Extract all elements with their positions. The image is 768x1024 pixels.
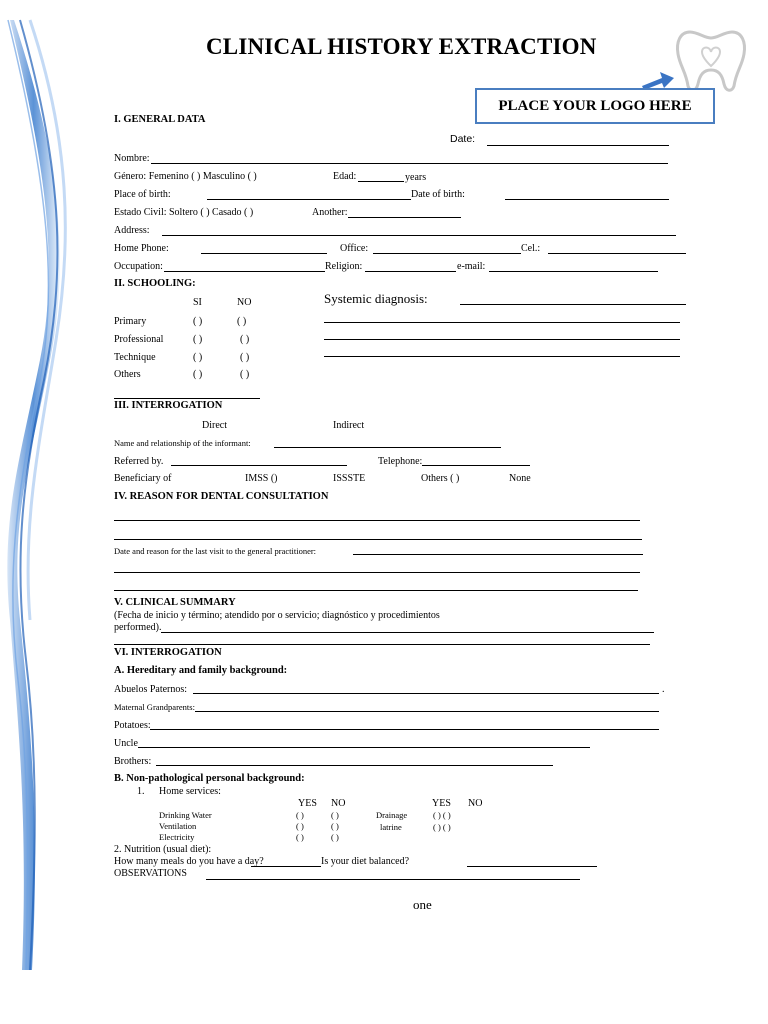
occupation-label: Occupation: [114,261,163,272]
drainage-checkboxes[interactable]: ( ) ( ) [433,810,451,820]
office-label: Office: [340,243,369,254]
section-schooling: II. SCHOOLING: [114,278,196,289]
last-visit-line[interactable] [114,590,638,591]
none-option[interactable]: None [509,473,531,484]
last-visit-line[interactable] [114,572,640,573]
years-label: years [405,172,427,183]
genero-label: Género: Femenino ( ) Masculino ( ) [114,171,257,182]
abuelos-label: Abuelos Paternos: [114,684,188,695]
referred-label: Referred by. [114,456,164,467]
civil-status-label: Estado Civil: Soltero ( ) Casado ( ) [114,207,254,218]
another-field[interactable] [348,217,461,218]
yes-header: YES [298,798,317,809]
section-interrogation: III. INTERROGATION [114,400,223,411]
nombre-label: Nombre: [114,153,150,164]
separator [114,398,260,399]
brothers-label: Brothers: [114,756,152,767]
clinical-summary-note-2: performed). [114,622,162,633]
no-header: NO [331,798,346,809]
systemic-diagnosis-line[interactable] [324,356,680,357]
clinical-summary-line[interactable] [114,644,650,645]
home-phone-label: Home Phone: [114,243,169,254]
tooth-icon [674,26,748,94]
imss-option[interactable]: IMSS () [245,473,278,484]
systemic-diagnosis-field[interactable] [460,304,686,305]
reason-line[interactable] [114,539,642,540]
schooling-si-checkbox[interactable]: ( ) [193,352,203,363]
cel-label: Cel.: [521,243,541,254]
religion-field[interactable] [365,271,456,272]
maternal-field[interactable] [195,711,659,712]
schooling-no-checkbox[interactable]: ( ) [240,369,250,380]
systemic-diagnosis-line[interactable] [324,322,680,323]
non-pathological-heading: B. Non-pathological personal background: [114,773,305,784]
schooling-label: Primary [114,316,147,327]
latrine-checkboxes[interactable]: ( ) ( ) [433,822,451,832]
beneficiary-label: Beneficiary of [114,473,172,484]
email-field[interactable] [489,271,658,272]
decorative-wave [0,0,80,1024]
systemic-diagnosis-label: Systemic diagnosis: [324,291,428,306]
service-label: Ventilation [159,821,197,831]
dob-label: Date of birth: [411,189,465,200]
date-label: Date: [450,133,476,145]
no-header: NO [468,798,483,809]
address-field[interactable] [162,235,676,236]
others-option[interactable]: Others ( ) [421,473,460,484]
schooling-label: Professional [114,334,164,345]
uncle-label: Uncle [114,738,138,749]
telephone-label: Telephone: [378,456,423,467]
service-yes-checkbox[interactable]: ( ) [296,821,304,831]
service-no-checkbox[interactable]: ( ) [331,810,339,820]
office-field[interactable] [373,253,521,254]
informant-label: Name and relationship of the informant: [114,438,251,448]
drainage-label: Drainage [376,810,408,820]
direct-option[interactable]: Direct [202,420,227,431]
edad-field[interactable] [358,181,404,182]
section-reason: IV. REASON FOR DENTAL CONSULTATION [114,491,329,502]
section-general-data: I. GENERAL DATA [114,114,206,125]
schooling-no-checkbox[interactable]: ( ) [237,316,247,327]
telephone-field[interactable] [422,465,530,466]
schooling-label: Technique [114,352,156,363]
service-yes-checkbox[interactable]: ( ) [296,810,304,820]
latrine-label: latrine [380,822,402,832]
systemic-diagnosis-line[interactable] [324,339,680,340]
religion-label: Religion: [325,261,363,272]
logo-placeholder[interactable]: PLACE YOUR LOGO HERE [475,88,715,124]
place-of-birth-label: Place of birth: [114,189,171,200]
hereditary-heading: A. Hereditary and family background: [114,665,288,676]
dob-field[interactable] [505,199,669,200]
place-of-birth-field[interactable] [207,199,411,200]
edad-label: Edad: [333,171,357,182]
date-field[interactable] [487,145,669,146]
potatoes-field[interactable] [150,729,659,730]
no-header: NO [237,297,252,308]
service-no-checkbox[interactable]: ( ) [331,821,339,831]
page-title: CLINICAL HISTORY EXTRACTION [206,34,597,59]
meals-field[interactable] [251,866,321,867]
service-label: Electricity [159,832,195,842]
balanced-field[interactable] [467,866,597,867]
last-visit-field[interactable] [353,554,643,555]
balanced-label: Is your diet balanced? [321,856,410,867]
schooling-si-checkbox[interactable]: ( ) [193,334,203,345]
informant-field[interactable] [274,447,501,448]
referred-field[interactable] [171,465,347,466]
schooling-label: Others [114,369,141,380]
si-header: SI [193,297,202,308]
nutrition-label: 2. Nutrition (usual diet): [114,844,212,855]
cel-field[interactable] [548,253,686,254]
observations-label: OBSERVATIONS [114,868,187,879]
yes-header: YES [432,798,451,809]
brothers-field[interactable] [156,765,553,766]
abuelos-end: . [662,684,665,695]
section-interrogation-2: VI. INTERROGATION [114,647,222,658]
schooling-si-checkbox[interactable]: ( ) [193,369,203,380]
reason-line[interactable] [114,520,640,521]
schooling-si-checkbox[interactable]: ( ) [193,316,203,327]
schooling-no-checkbox[interactable]: ( ) [240,352,250,363]
service-yes-checkbox[interactable]: ( ) [296,832,304,842]
page-number: one [413,897,432,912]
indirect-option[interactable]: Indirect [333,420,365,431]
home-phone-field[interactable] [201,253,327,254]
schooling-no-checkbox[interactable]: ( ) [240,334,250,345]
nombre-field[interactable] [151,163,668,164]
occupation-field[interactable] [164,271,325,272]
another-label: Another: [312,207,348,218]
section-clinical-summary: V. CLINICAL SUMMARY [114,597,236,608]
abuelos-field[interactable] [193,693,659,694]
maternal-label: Maternal Grandparents: [114,702,195,712]
potatoes-label: Potatoes: [114,720,151,731]
service-no-checkbox[interactable]: ( ) [331,832,339,842]
email-label: e-mail: [457,261,486,272]
address-label: Address: [114,225,150,236]
uncle-field[interactable] [138,747,590,748]
clinical-summary-field[interactable] [161,632,654,633]
service-label: Drinking Water [159,810,212,820]
issste-option[interactable]: ISSSTE [333,473,366,484]
meals-label: How many meals do you have a day? [114,856,264,867]
home-services-number: 1. [137,786,145,797]
last-visit-label: Date and reason for the last visit to the general practitioner: [114,546,317,556]
home-services-label: Home services: [159,786,221,797]
observations-field[interactable] [206,879,580,880]
clinical-summary-note: (Fecha de inicio y término; atendido por o servicio; diagnóstico y procedimientos [114,610,440,621]
